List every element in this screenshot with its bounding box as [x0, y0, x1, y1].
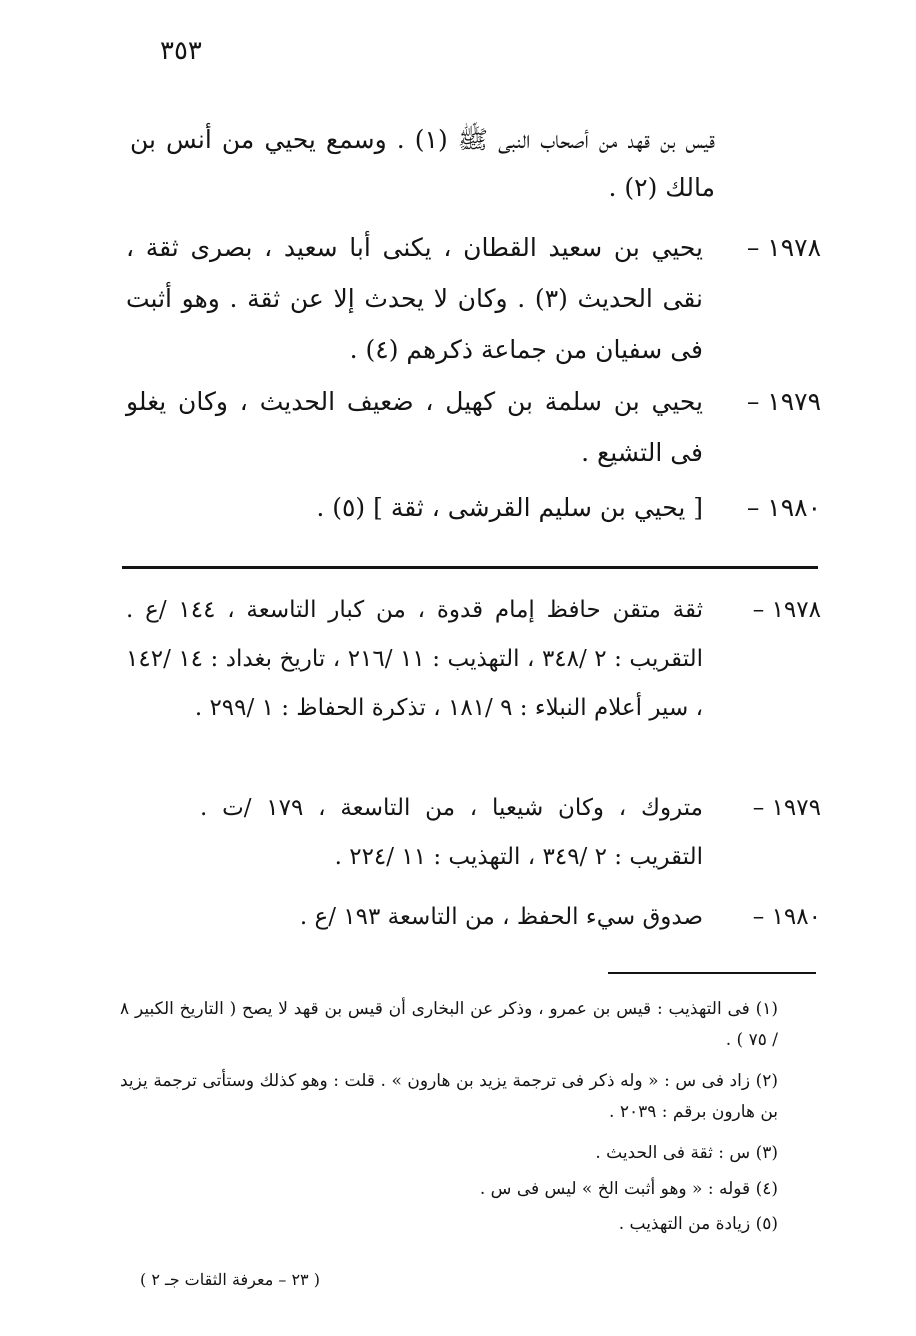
entry-text: يحيي بن سعيد القطان ، يكنى أبا سعيد ، بصرى ثقة ، نقى الحديث (٣) . وكان لا يحدث إلا عن ثقة . وهو أثبت فى سفيان من جماعة ذكرهم (٤) .: [126, 233, 703, 364]
entry-number: ١٩٧٩ –: [746, 387, 821, 416]
continuation-text: قيس بن قهد من أصحاب النبى ﷺ (١) . وسمع يحيي من أنس بن مالك (٢) .: [130, 125, 715, 202]
entry-number: ١٩٨٠ –: [746, 493, 821, 522]
entry-text: يحيي بن سلمة بن كهيل ، ضعيف الحديث ، وكان يغلو فى التشيع .: [126, 387, 703, 467]
note-text: ثقة متقن حافظ إمام قدوة ، من كبار التاسعة ، ١٤٤ /ع . التقريب : ٢ /٣٤٨ ، التهذيب : ١١ /٢١٦ ، تاريخ بغداد : ١٤ /١٤٢ ، سير أعلام النبلاء : ٩ /١٨١ ، تذكرة الحفاظ : ١ /٢٩٩ .: [126, 597, 704, 721]
footnote-1: (١) فى التهذيب : قيس بن عمرو ، وذكر عن البخارى أن قيس بن قهد لا يصح ( التاريخ الكبير ٨ / ٧٥ ) .: [120, 999, 778, 1050]
page-footer: ( ٢٣ – معرفة الثقات جـ ٢ ): [140, 1270, 320, 1289]
note-number: ١٩٧٩ –: [752, 795, 821, 821]
section-divider: [122, 566, 818, 569]
entry-1979: [126, 376, 821, 478]
entry-1978: [126, 222, 821, 375]
footnote-4: (٤) قوله : « وهو أثبت الخ » ليس فى س .: [479, 1179, 778, 1199]
footnote-3: (٣) س : ثقة فى الحديث .: [595, 1143, 778, 1163]
note-1978: [126, 586, 821, 733]
note-text: متروك ، وكان شيعيا ، من التاسعة ، ١٧٩ /ت . التقريب : ٢ /٣٤٩ ، التهذيب : ١١ /٢٢٤ .: [200, 795, 704, 870]
note-1980: [200, 893, 821, 942]
entry-text: [ يحيي بن سليم القرشى ، ثقة ] (٥) .: [316, 493, 703, 522]
footnote-2: (٢) زاد فى س : « وله ذكر فى ترجمة يزيد بن هارون » . قلت : وهو كذلك وستأتى ترجمة يزيد بن هارون برقم : ٢٠٣٩ .: [120, 1071, 778, 1122]
note-number: ١٩٨٠ –: [752, 904, 821, 930]
page-number: ٣٥٣: [160, 36, 202, 66]
note-text: صدوق سيء الحفظ ، من التاسعة ١٩٣ /ع .: [299, 904, 703, 930]
entry-1980: [126, 482, 821, 533]
footnote-5: (٥) زيادة من التهذيب .: [618, 1214, 778, 1234]
entry-number: ١٩٧٨ –: [746, 233, 821, 262]
note-1979: [200, 784, 821, 882]
footnote-divider: [608, 972, 816, 974]
note-number: ١٩٧٨ –: [752, 597, 821, 623]
